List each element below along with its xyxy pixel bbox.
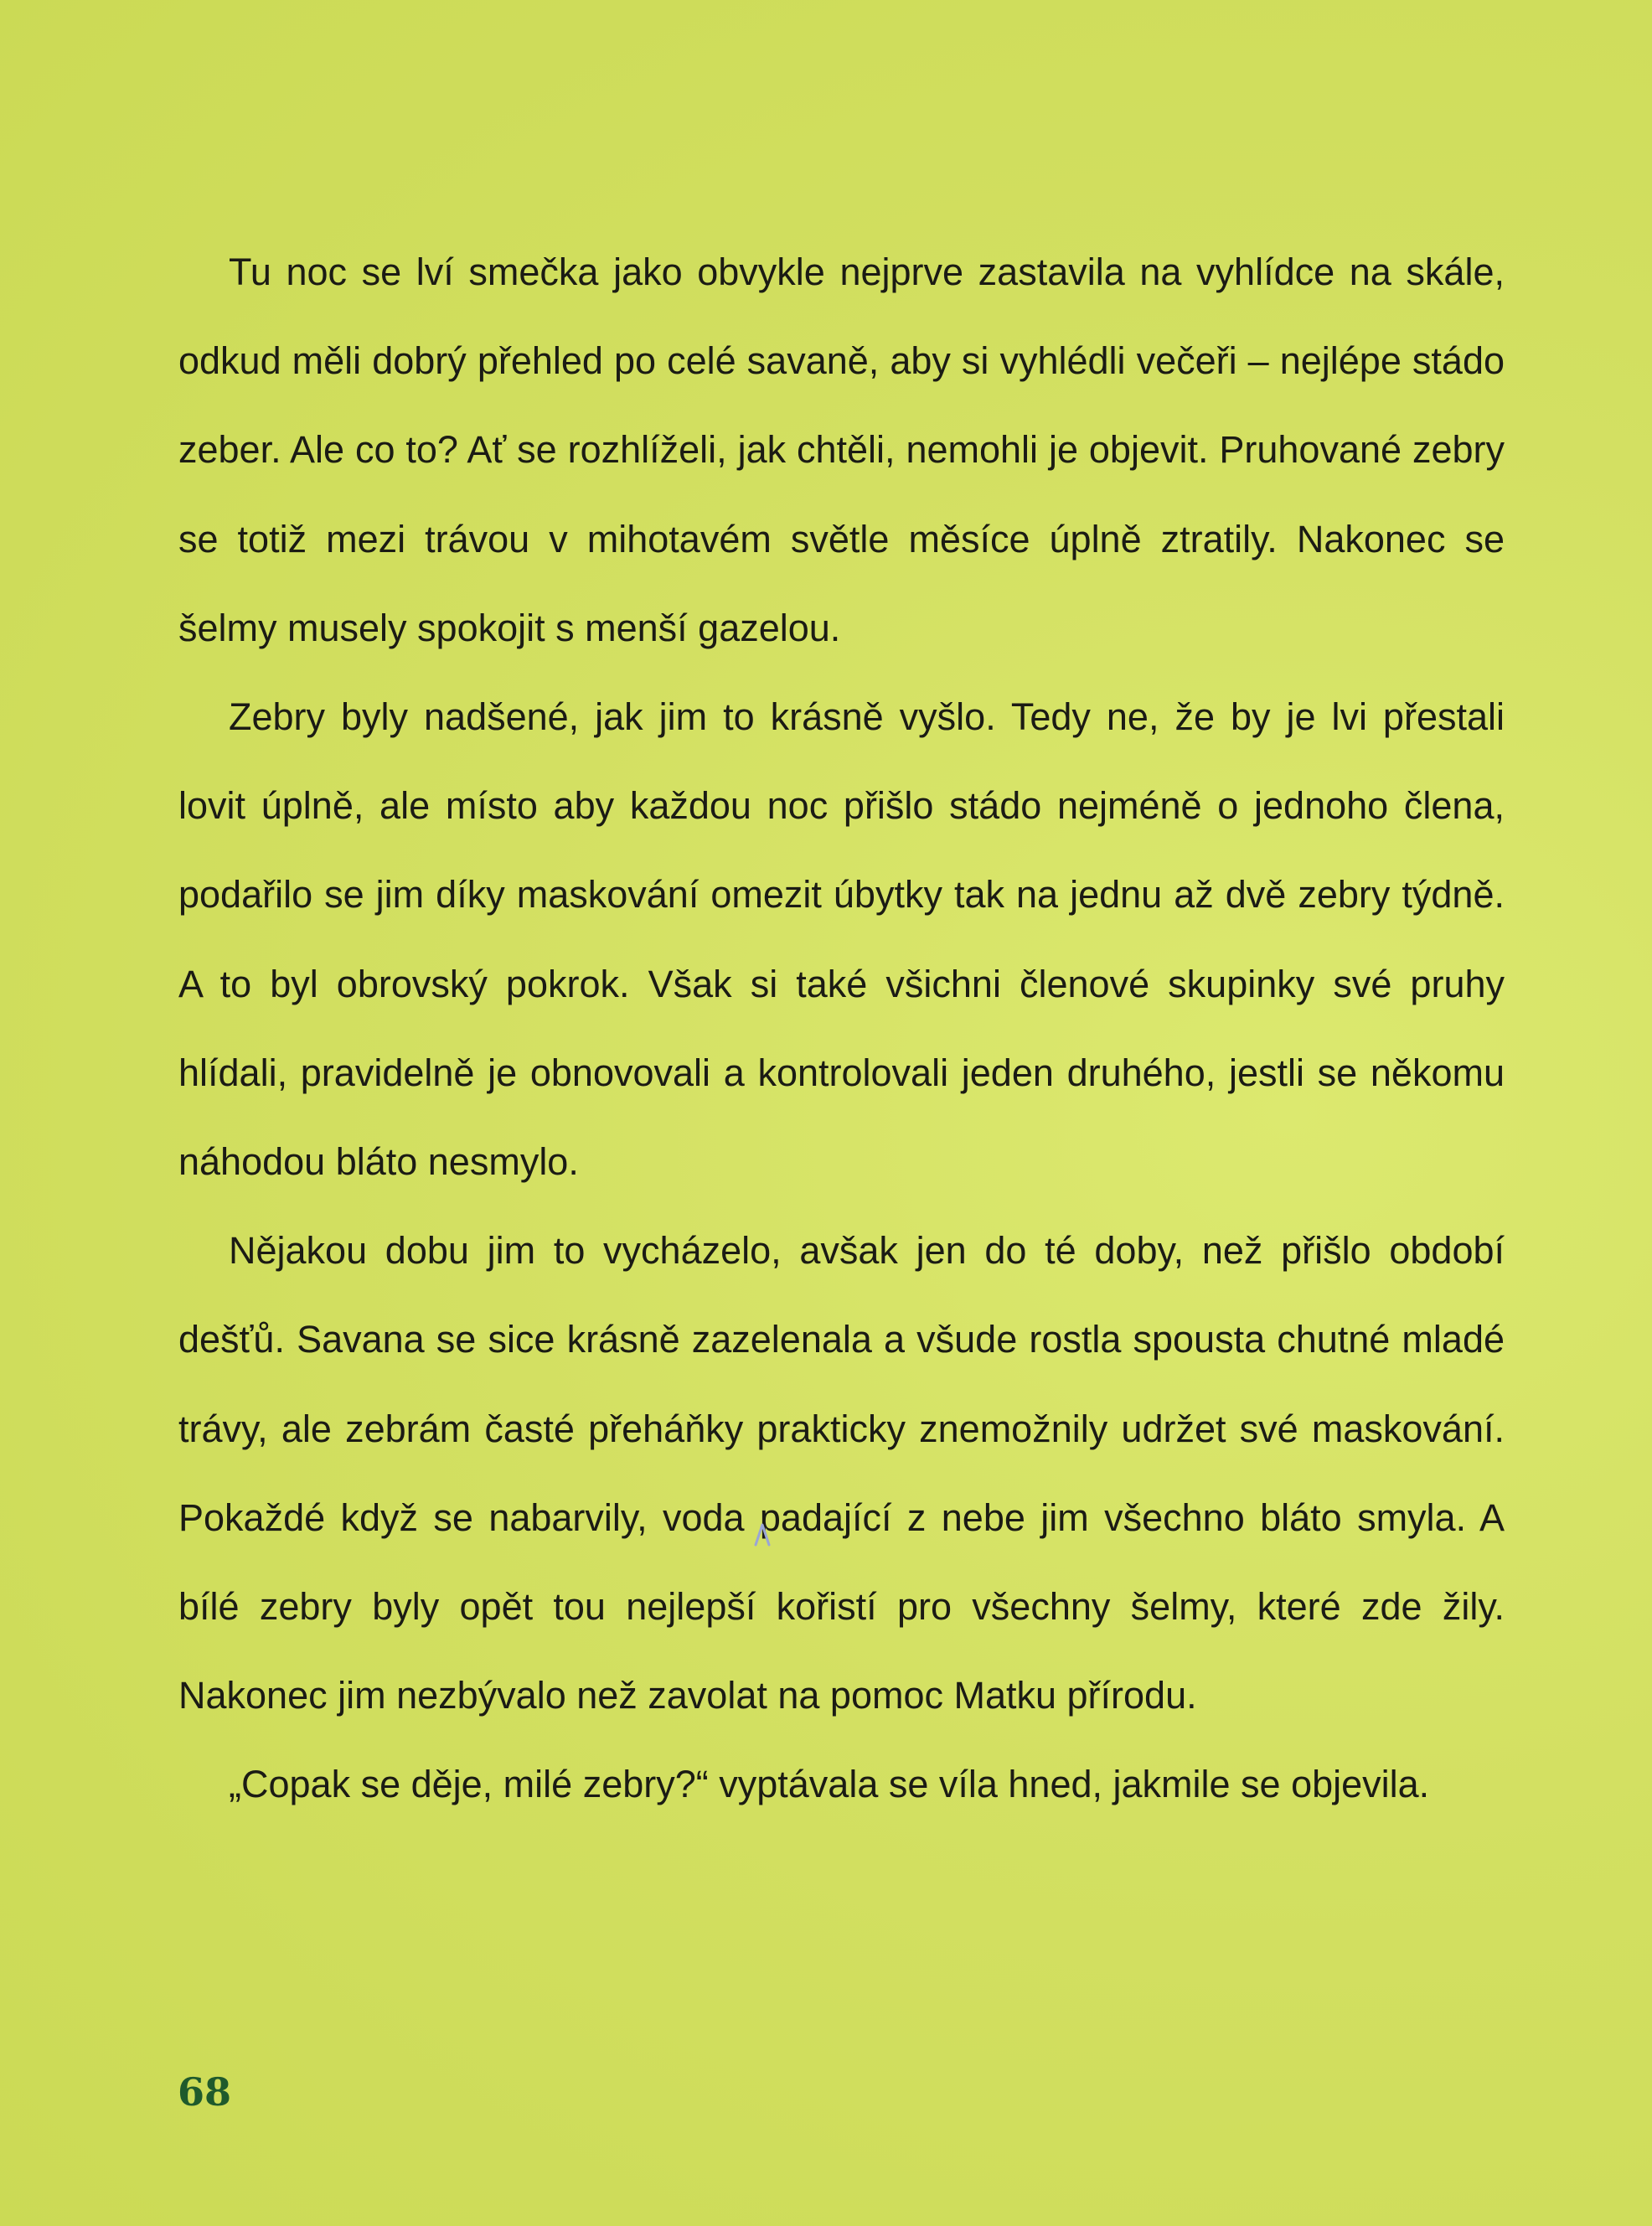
caret-insertion-mark-icon	[753, 1521, 772, 1547]
paragraph-2: Zebry byly nadšené, jak jim to krásně vyšlo. Tedy ne, že by je lvi přestali lovit úplně, ale místo aby každou noc přišlo stádo nejméně o jednoho člena, podařilo se jim díky maskování omezit úbytky tak na jednu až dvě zebry týdně. A to byl obrovský pokrok. Však si také všichni členové skupinky své pruhy hlídali, pravidelně je obnovovali a kontrolovali jeden druhého, jestli se někomu náhodou bláto nesmylo.	[178, 695, 1505, 1184]
paragraph-1: Tu noc se lví smečka jako obvykle nejprve zastavila na vyhlídce na skále, odkud měli dobrý přehled po celé savaně, aby si vyhlédli večeři – nejlépe stádo zeber. Ale co to? Ať se rozhlíželi, jak chtěli, nemohli je objevit. Pruhované zebry se totiž mezi trávou v mihotavém světle měsíce úplně ztratily. Nakonec se šelmy musely spokojit s menší gazelou.	[178, 250, 1505, 649]
paragraph-4: „Copak se děje, milé zebry?“ vyptávala se víla hned, jakmile se objevila.	[229, 1763, 1430, 1806]
body-text	[178, 228, 1505, 1830]
page-number: 68	[178, 2069, 232, 2115]
paragraph-3: Nějakou dobu jim to vycházelo, avšak jen do té doby, než přišlo období dešťů. Savana se sice krásně zazelenala a všude rostla spousta chutné mladé trávy, ale zebrám časté přeháňky prakticky znemožnily udržet své maskování. Pokaždé když se nabarvily, voda padající z nebe jim všechno bláto smyla. A bílé zebry byly opět tou nejlepší kořistí pro všechny šelmy, které zde žily. Nakonec jim nezbývalo než zavolat na pomoc Matku přírodu.	[178, 1229, 1505, 1717]
